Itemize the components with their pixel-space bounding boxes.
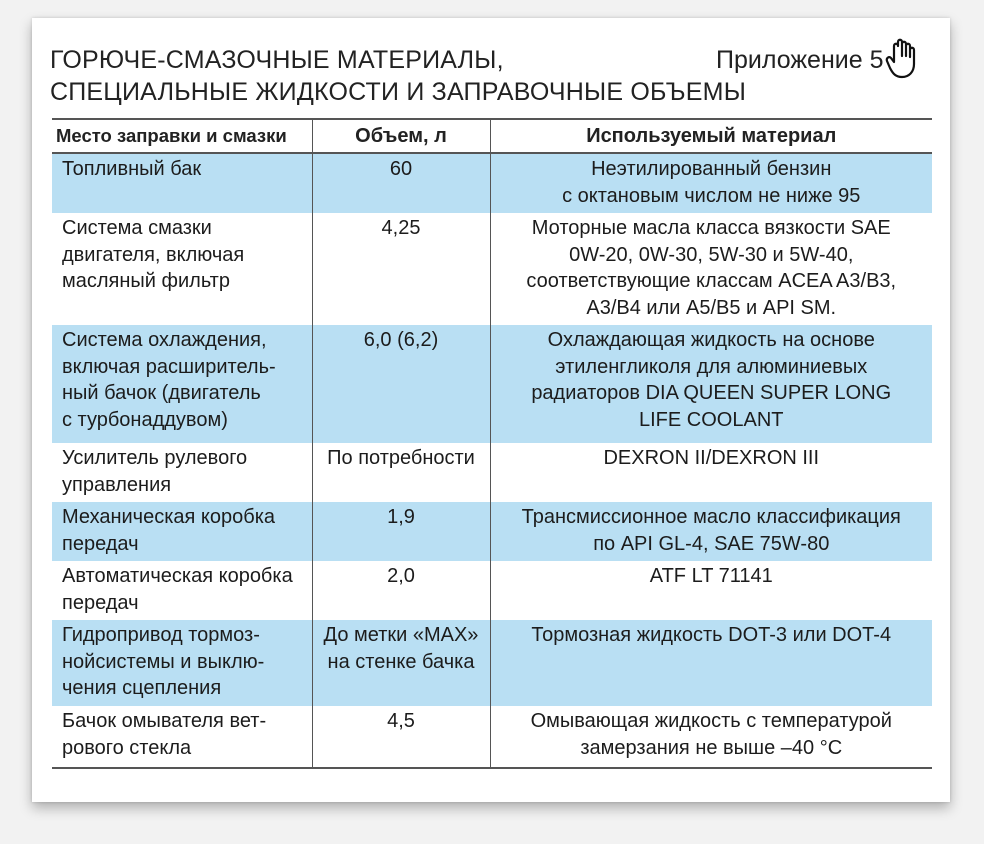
appendix-label: Приложение 5 [716,46,884,74]
fluids-table [52,118,932,769]
cell-material: Моторные масла класса вязкости SAE 0W-20, 0W-30, 5W-30 и 5W-40, соответствующие классам ACEA A3/B3, A3/B4 или A5/B5 и API SM. [526,217,897,319]
table-header-row [52,119,932,153]
table-row [52,561,932,620]
cell-material: Омывающая жидкость с температурой замерзания не выше –40 °С [530,710,892,759]
cell-volume: 60 [389,158,413,180]
cell-place: Механическая коробка передач [62,506,276,555]
cell-place: Бачок омывателя вет- рового стекла [62,710,267,759]
header-volume: Объем, л [312,119,490,153]
cell-volume: 4,5 [387,710,415,732]
hand-pointer-icon [884,36,924,80]
table-row [52,213,932,325]
document-card [32,18,950,802]
cell-material: Трансмиссионное масло классификация по API GL-4, SAE 75W-80 [521,506,901,555]
cell-place: Гидропривод тормоз- нойсистемы и выклю- чения сцепления [62,624,265,699]
header-place: Место заправки и смазки [52,119,312,153]
cell-place: Топливный бак [62,158,202,180]
document-title [50,44,746,108]
cell-volume: 6,0 (6,2) [363,329,439,351]
cell-place: Автоматическая коробка передач [62,565,293,614]
title-line-1: ГОРЮЧЕ-СМАЗОЧНЫЕ МАТЕРИАЛЫ, [50,46,504,74]
cell-volume: 4,25 [381,217,421,239]
cell-volume: По потребности [327,447,475,469]
table-row [52,153,932,213]
table-row [52,502,932,561]
table-row [52,620,932,706]
cell-place: Усилитель рулевого управления [62,447,248,496]
table-row [52,443,932,502]
cell-material: DEXRON II/DEXRON III [603,447,820,469]
header-material: Используемый материал [490,119,932,153]
table-row [52,325,932,443]
cell-material: Неэтилированный бензин с октановым числом не ниже 95 [562,158,861,207]
cell-volume: 1,9 [387,506,415,528]
cell-volume: До метки «MAX» на стенке бачка [323,624,479,673]
cell-material: Охлаждающая жидкость на основе этиленгликоля для алюминиевых радиаторов DIA QUEEN SUPER LONG LIFE COOLANT [531,329,892,431]
cell-place: Система охлаждения, включая расширитель- ный бачок (двигатель с турбонаддувом) [62,329,276,431]
cell-volume: 2,0 [387,565,415,587]
cell-material: ATF LT 71141 [649,565,773,587]
cell-material: Тормозная жидкость DOT-3 или DOT-4 [531,624,892,646]
table-row [52,706,932,768]
cell-place: Система смазки двигателя, включая масляный фильтр [62,217,245,292]
title-line-2: СПЕЦИАЛЬНЫЕ ЖИДКОСТИ И ЗАПРАВОЧНЫЕ ОБЪЕМЫ [50,78,747,106]
